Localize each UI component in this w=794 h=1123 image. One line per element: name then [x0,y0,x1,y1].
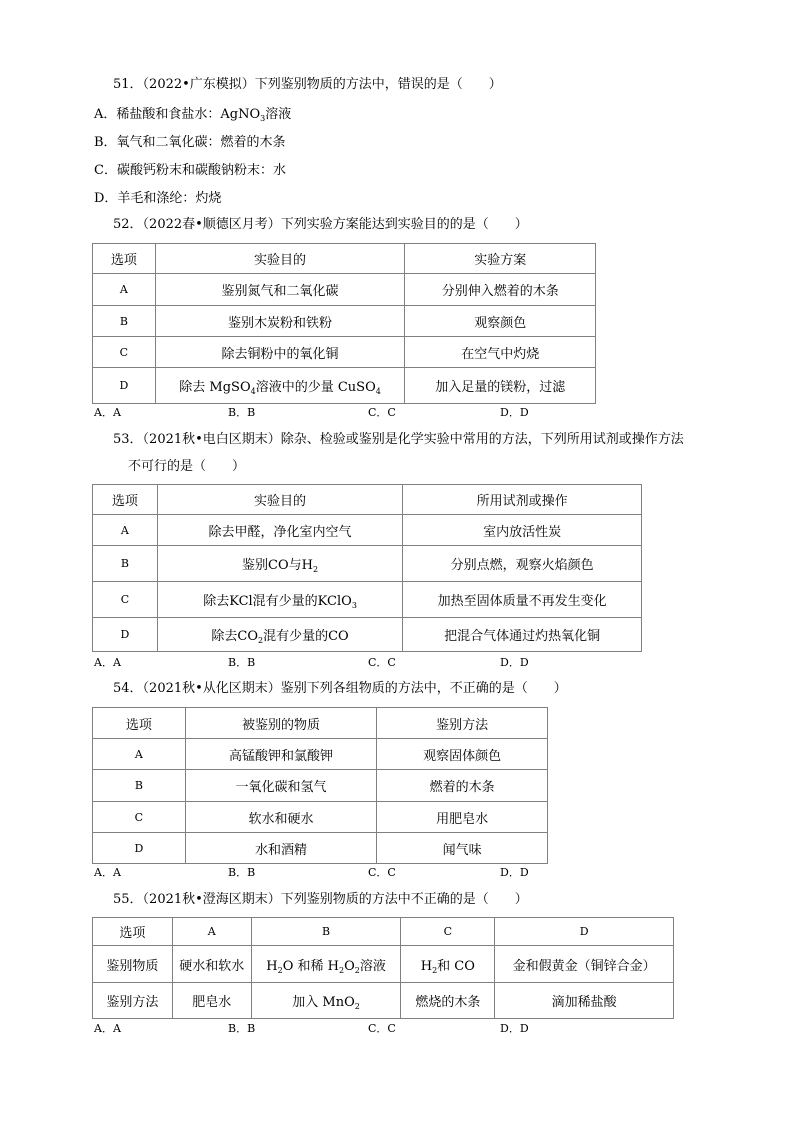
goal-cell: 除去甲醛，净化室内空气 [157,515,403,546]
q55-header-a: A [172,918,251,946]
q54-header-option: 选项 [93,708,186,739]
option-cell: D [93,368,156,404]
option-cell: C [93,582,158,618]
q53-table [92,484,642,652]
q53-stem-line2: 不可行的是（ ） [128,459,246,474]
row-label: 鉴别物质 [93,946,173,983]
q54-header-substance: 被鉴别的物质 [185,708,377,739]
cell-a: 硬水和软水 [172,946,251,983]
answer-a[interactable]: A．A [94,656,121,669]
option-cell: A [93,274,156,306]
method-cell: 观察固体颜色 [377,739,548,770]
option-cell: B [93,546,158,582]
option-cell: A [93,739,186,770]
option-cell: B [93,770,186,802]
option-cell: A [93,515,158,546]
operation-cell: 把混合气体通过灼热氧化铜 [403,618,642,652]
q53-row-d [93,618,642,652]
option-cell: C [93,802,186,833]
option-cell: D [93,833,186,864]
q54-table [92,707,548,864]
q55-header-option: 选项 [93,918,173,946]
operation-cell: 加热至固体质量不再发生变化 [403,582,642,618]
q52-header-goal: 实验目的 [155,244,405,274]
method-cell: 用肥皂水 [377,802,548,833]
q54-row-d [93,833,548,864]
q53-row-a [93,515,642,546]
goal-cell: 除去$CO_2$混有少量的CO [157,618,403,652]
answer-b[interactable]: B．B [228,1022,256,1035]
q52-row-a [93,274,596,306]
q51-stem: 51．（2022•广东模拟）下列鉴别物质的方法中，错误的是（ ） [113,77,502,92]
goal-cell: 除去 MgSO$_4$溶液中的少量 CuSO$_4$ [155,368,405,404]
answer-c[interactable]: C．C [368,866,396,879]
plan-cell: 加入足量的镁粉，过滤 [405,368,596,404]
q55-row-methods [93,983,674,1019]
q52-header-row [93,244,596,274]
goal-cell: 鉴别木炭粉和铁粉 [155,306,405,337]
q54-row-b [93,770,548,802]
answer-a[interactable]: A．A [94,866,121,879]
substance-cell: 高锰酸钾和氯酸钾 [185,739,377,770]
answer-d[interactable]: D．D [500,866,529,879]
cell-a: 肥皂水 [172,983,251,1019]
operation-cell: 分别点燃，观察火焰颜色 [403,546,642,582]
q55-stem: 55．（2021秋•澄海区期末）下列鉴别物质的方法中不正确的是（ ） [113,892,528,907]
q53-stem-line1: 53．（2021秋•电白区期末）除杂、检验或鉴别是化学实验中常用的方法，下列所用试剂或操作方法 [113,432,684,447]
q55-table [92,917,674,1019]
option-cell: B [93,306,156,337]
answer-c[interactable]: C．C [368,406,396,419]
q52-row-d [93,368,596,404]
answer-d[interactable]: D．D [500,656,529,669]
answer-b[interactable]: B．B [228,406,256,419]
q51-option-b[interactable]: B．氧气和二氧化碳：燃着的木条 [94,135,286,150]
plan-cell: 在空气中灼烧 [405,337,596,368]
cell-c: $H_2$和 CO [401,946,495,983]
q51-option-d[interactable]: D．羊毛和涤纶：灼烧 [94,191,222,206]
q51-option-a[interactable]: A．稀盐酸和食盐水：AgNO$_3$溶液 [94,107,292,123]
method-cell: 闻气味 [377,833,548,864]
q52-table [92,243,596,404]
option-cell: D [93,618,158,652]
cell-d: 滴加稀盐酸 [495,983,674,1019]
q55-row-substances [93,946,674,983]
q54-row-a [93,739,548,770]
q54-stem: 54．（2021秋•从化区期末）鉴别下列各组物质的方法中，不正确的是（ ） [113,681,567,696]
q52-header-plan: 实验方案 [405,244,596,274]
q53-row-b [93,546,642,582]
plan-cell: 观察颜色 [405,306,596,337]
goal-cell: 鉴别氮气和二氧化碳 [155,274,405,306]
goal-cell: 除去KCl混有少量的KClO$_3$ [157,582,403,618]
q52-stem: 52．（2022春•顺德区月考）下列实验方案能达到实验目的的是（ ） [113,217,528,232]
q51-option-c[interactable]: C．碳酸钙粉末和碳酸钠粉末：水 [94,163,286,178]
q55-header-c: C [401,918,495,946]
method-cell: 燃着的木条 [377,770,548,802]
q55-header-d: D [495,918,674,946]
cell-c: 燃烧的木条 [401,983,495,1019]
q52-row-c [93,337,596,368]
row-label: 鉴别方法 [93,983,173,1019]
substance-cell: 一氧化碳和氢气 [185,770,377,802]
goal-cell: 除去铜粉中的氧化铜 [155,337,405,368]
q53-header-operation: 所用试剂或操作 [403,485,642,515]
substance-cell: 软水和硬水 [185,802,377,833]
option-cell: C [93,337,156,368]
q53-row-c [93,582,642,618]
answer-d[interactable]: D．D [500,1022,529,1035]
q54-header-row [93,708,548,739]
q53-header-row [93,485,642,515]
cell-b: 加入 MnO$_2$ [251,983,401,1019]
q53-header-option: 选项 [93,485,158,515]
plan-cell: 分别伸入燃着的木条 [405,274,596,306]
answer-b[interactable]: B．B [228,866,256,879]
answer-b[interactable]: B．B [228,656,256,669]
answer-a[interactable]: A．A [94,1022,121,1035]
q54-header-method: 鉴别方法 [377,708,548,739]
q55-header-b: B [251,918,401,946]
cell-d: 金和假黄金（铜锌合金） [495,946,674,983]
q54-row-c [93,802,548,833]
answer-c[interactable]: C．C [368,1022,396,1035]
operation-cell: 室内放活性炭 [403,515,642,546]
answer-a[interactable]: A．A [94,406,121,419]
goal-cell: 鉴别CO与$H_2$ [157,546,403,582]
substance-cell: 水和酒精 [185,833,377,864]
answer-d[interactable]: D．D [500,406,529,419]
q52-header-option: 选项 [93,244,156,274]
cell-b: $H_2O$ 和稀 $H_2O_2$溶液 [251,946,401,983]
q55-header-row [93,918,674,946]
q52-row-b [93,306,596,337]
answer-c[interactable]: C．C [368,656,396,669]
q53-header-goal: 实验目的 [157,485,403,515]
